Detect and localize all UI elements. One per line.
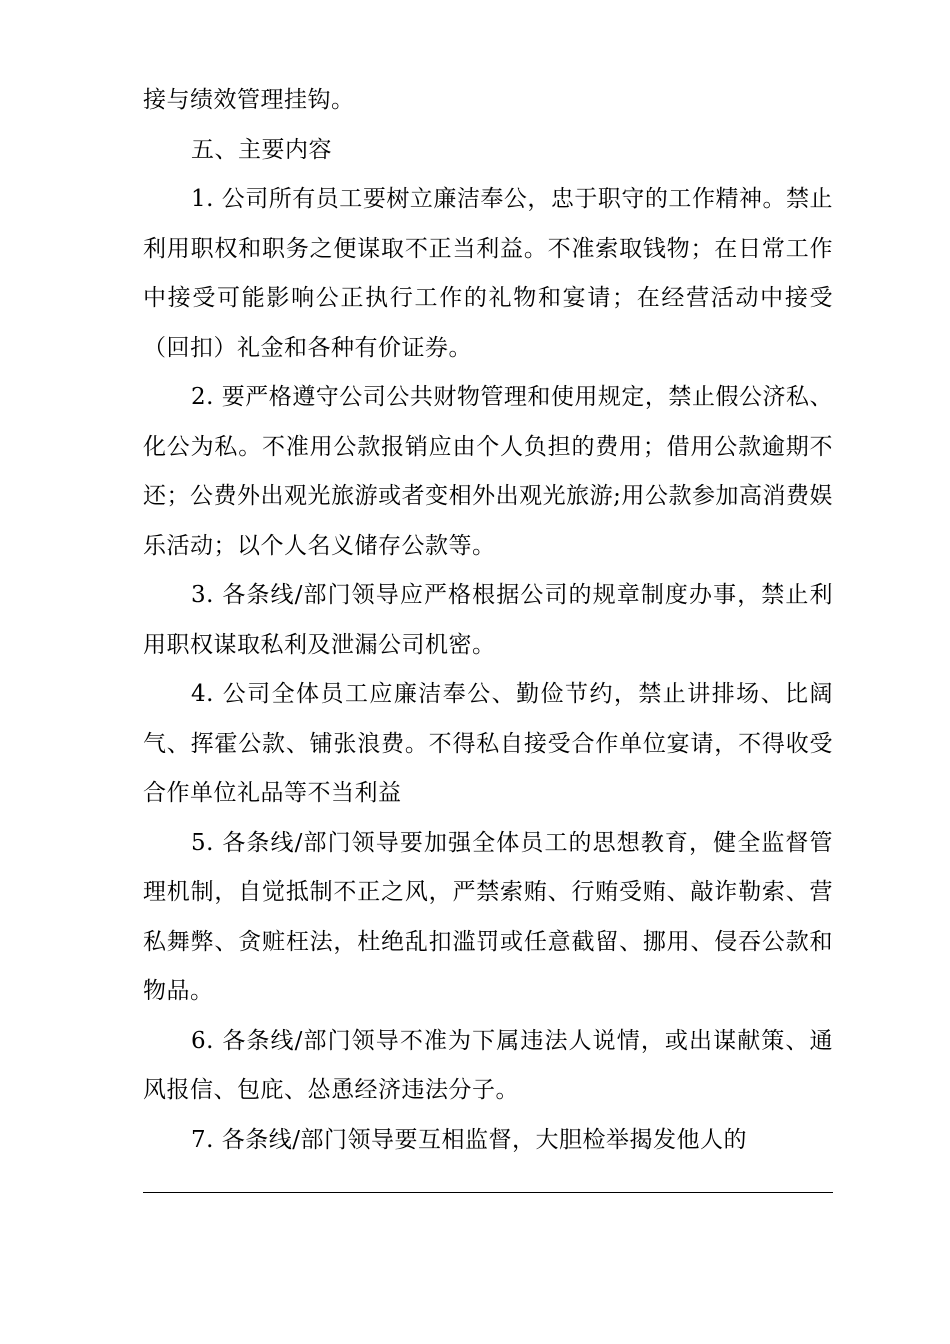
footer-divider [143, 1192, 833, 1193]
clause-6: 6. 各条线/部门领导不准为下属违法人说情，或出谋献策、通风报信、包庇、怂恿经济违法分子。 [143, 1027, 833, 1103]
clause-4: 4. 公司全体员工应廉洁奉公、勤俭节约，禁止讲排场、比阔气、挥霍公款、铺张浪费。不得私自接受合作单位宴请，不得收受合作单位礼品等不当利益 [143, 681, 833, 806]
section-heading-main-content: 五、主要内容 [191, 136, 332, 163]
clause-1: 1. 公司所有员工要树立廉洁奉公，忠于职守的工作精神。禁止利用职权和职务之便谋取不正当利益。不准索取钱物；在日常工作中接受可能影响公正执行工作的礼物和宴请；在经营活动中接受（回扣）礼金和各种有价证券。 [143, 186, 833, 361]
paragraph-continuation: 接与绩效管理挂钩。 [143, 87, 355, 113]
document-body [143, 76, 833, 1165]
clause-7: 7. 各条线/部门领导要互相监督，大胆检举揭发他人的 [191, 1126, 748, 1153]
clause-5: 5. 各条线/部门领导要加强全体员工的思想教育，健全监督管理机制，自觉抵制不正之风，严禁索贿、行贿受贿、敲诈勒索、营私舞弊、贪赃枉法，杜绝乱扣滥罚或任意截留、挪用、侵吞公款和物品。 [143, 829, 833, 1004]
clause-2: 2. 要严格遵守公司公共财物管理和使用规定，禁止假公济私、化公为私。不准用公款报销应由个人负担的费用；借用公款逾期不还；公费外出观光旅游或者变相外出观光旅游;用公款参加高消费娱乐活动；以个人名义储存公款等。 [143, 384, 833, 559]
clause-3: 3. 各条线/部门领导应严格根据公司的规章制度办事，禁止利用职权谋取私利及泄漏公司机密。 [143, 582, 833, 658]
